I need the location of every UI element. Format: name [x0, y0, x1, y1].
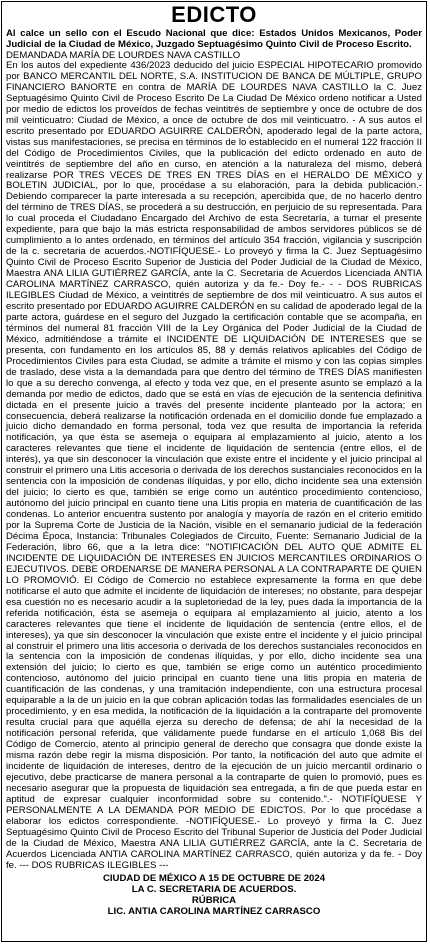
edict-notice: [1, 1, 427, 942]
seal-description: Al calce un sello con el Escudo Nacional que dice: Estados Unidos Mexicanos, Poder Judicial de la Ciudad de México, Juzgado Septuagésimo Quinto Civil de Proceso Escrito.: [6, 28, 422, 50]
defendant-line: DEMANDADA MARÍA DE LOURDES NAVA CASTILLO: [6, 50, 241, 61]
footer-date: CIUDAD DE MÉXICO A 15 DE OCTUBRE DE 2024: [102, 872, 326, 884]
footer-signature: RÚBRICA: [191, 894, 237, 906]
footer-name: LIC. ANTIA CAROLINA MARTÍNEZ CARRASCO: [107, 905, 321, 917]
edict-title: EDICTO: [171, 2, 257, 27]
edict-footer: [6, 873, 422, 917]
edict-body: En los autos del expediente 436/2023 deducido del juicio ESPECIAL HIPOTECARIO promovido por BANCO MERCANTIL DEL NORTE, S.A. INSTITUCION DE BANCA DE MÚLTIPLE, GRUPO FINANCIERO BANORTE en contra de MARÍA DE LOURDES NAVA CASTILLO la C. Juez Septuagésimo Quinto Civil de Proceso Escrito De La Ciudad De México ordeno notificar a Usted por medio de edictos los proveídos de fechas veintitrés de septiembre y once de octubre de dos mil veinticuatro: Ciudad de México, a once de octubre de dos mil veinticuatro. - A sus autos el escrito presentado por EDUARDO AGUIRRE CALDERÓN, apoderado legal de la parte actora, vistas sus manifestaciones, se precisa en términos de lo establecido en el numeral 122 fracción II del Código de Procedimientos Civiles, que la publicación del edicto ordenado en auto de veintitrés de septiembre del año en curso, en atención a la naturaleza del mismo, deberá realizarse POR TRES VECES DE TRES EN TRES DÍAS en el HERALDO DE MÉXICO y BOLETIN JUDICIAL, por lo que, procédase a su elaboración, para la debida publicación.- Debiendo comparecer la parte interesada a su recepción, apercibida que, de no hacerlo dentro del término de TRES DÍAS, se procederá a su destrucción, en perjuicio de su representada. Para lo cual proceda el Ciudadano Encargado del Archivo de esta Secretaría, a turnar el presente expediente, para que bajo la más estricta responsabilidad de ambos servidores públicos se dé cumplimiento a lo antes ordenado, en términos del artículo 354 fracción, vigilancia y suscripción de la c. secretaria de acuerdos.-NOTIFÍQUESE.- Lo proveyó y firma la C. Juez Septuagésimo Quinto Civil de Proceso Escrito Superior de Justicia del Poder Judicial de la Ciudad de México, Maestra ANA LILIA GUTIÉRREZ GARCÍA, ante la C. Secretaria de Acuerdos Licenciada ANTIA CAROLINA MARTÍNEZ CARRASCO, quién autoriza y da fe.- Doy fe.- - - DOS RUBRICAS ILEGIBLES Ciudad de México, a veintitrés de septiembre de dos mil veinticuatro. A sus autos el escrito presentado por EDUARDO AGUIRRE CALDERÓN en su calidad de apoderado legal de la parte actora, guárdese en el seguro del Juzgado la certificación contable que se acompaña, en términos del numeral 81 fracción VIII de la Ley Orgánica del Poder Judicial de la Ciudad de México, admitiéndose a trámite el INCIDENTE DE LIQUIDACIÓN DE INTERESES que se presenta, con fundamento en los artículos 85, 88 y demás relativos aplicables del Código de Procedimientos Civiles para esta Ciudad, se admite a trámite el mismo y con las copias simples de traslado, dese vista a la demandada para que dentro del término de TRES DÍAS manifiesten lo que a su derecho convenga, al efecto y toda vez que, en el presente asunto se emplazó a la demanda por medio de edictos, dado que se está en vías de ejecución de la sentencia definitiva dictada en el presente juicio a través del presente incidente planteado por la actora; en consecuencia, deberá realizarse la notificación ordenada en el domicilio donde fue emplazado a juicio dicho demandado en forma personal, toda vez que resulta de importancia la referida notificación, ya que ésta se asemeja o equipara al emplazamiento al juicio, atento a los caracteres relevantes que tiene el incidente de liquidación de sentencia (entre ellos, el de interés), ya que sin desconocer la vinculación que existe entre el incidente y el juicio principal al construir el primero una Litis accesoria o derivada de los derechos sustanciales reconocidos en la sentencia con la imposición de condenas ilíquidas, y por ello, dicho incidente sea una extensión del juicio; lo cierto es que, también se erige como un auténtico procedimiento contencioso, autónomo del juicio principal en cuanto tiene una Litis propia en materia de cuantificación de las condenas. Lo anterior encuentra sustento por analogía y mayoría de razón en el criterio emitido por la Suprema Corte de Justicia de la Nación, visible en el semanario judicial de la federación Décima Época, Instancia: Tribunales Colegiados de Circuito, Fuente: Semanario Judicial de la Federación, libro 66, que a la letra dice: "NOTIFICACIÓN DEL AUTO QUE ADMITE EL INCIDENTE DE LIQUIDACIÓN DE INTERESES EN JUICIOS MERCANTILES ORDINARIOS O EJECUTIVOS. DEBE ORDENARSE DE MANERA PERSONAL A LA CONTRAPARTE DE QUIEN LO PROMOVIÓ. El Código de Comercio no establece expresamente la forma en que debe notificarse el auto que admite el incidente de liquidación de intereses; no obstante, para despejar esa cuestión no es necesario acudir a la supletoriedad de la ley, pues dada la importancia de la referida notificación, ésta se asemeja o equipara al emplazamiento al juicio, atento a los caracteres relevantes que tiene el incidente de liquidación de sentencia (entre ellos, el de intereses), ya que sin desconocer la vinculación que existe entre el incidente y el juicio principal al construir el primero una litis accesoria o derivada de los derechos sustanciales reconocidos en la sentencia con la imposición de condenas ilíquidas, y por ello, dicho incidente sea una extensión del juicio; lo cierto es que, también se erige como un auténtico procedimiento contencioso, autónomo del juicio principal en cuanto tiene una litis propia en materia de cuantificación de las condenas, y una tramitación independiente, con una estructura procesal equiparable a la de un juicio en la que cobran aplicación todas las formalidades esenciales de un procedimiento, y en esa medida, la notificación de la liquidación a la contraparte del promovente resulta crucial para que aquélla ejerza su derecho de defensa; de ahí la necesidad de la notificación personal referida, que válidamente puede fundarse en el artículo 1,068 Bis del Código de Comercio, atento al principio general de derecho que consagra que donde existe la misma razón debe regir la misma disposición. Por tanto, la notificación del auto que admite el incidente de liquidación de intereses, dentro de la ejecución de un juicio mercantil ordinario o ejecutivo, debe practicarse de manera personal a la contraparte de quien lo promovió, pues es necesario asegurar que la propuesta de liquidación sea entregada, a fin de que pueda estar en aptitud de expresar cualquier inconformidad sobre su contenido.".- NOTIFÍQUESE Y PERSONALMENTE A LA DEMANDA POR MEDIO DE EDICTOS. Por lo que procédase a elaborar los edictos correspondiente. -NOTIFÍQUESE.- Lo proveyó y firma la C. Juez Septuagésimo Quinto Civil de Proceso Escrito del Tribunal Superior de Justicia del Poder Judicial de la Ciudad de México, Maestra ANA LILIA GUTIÉRREZ GARCÍA, ante la C. Secretaria de Acuerdos Licenciada ANTIA CAROLINA MARTÍNEZ CARRASCO, quién autoriza y da fe. - Doy fe. --- DOS RUBRICAS ILEGIBLES ---: [6, 60, 422, 871]
footer-role: LA C. SECRETARIA DE ACUERDOS.: [131, 883, 297, 895]
